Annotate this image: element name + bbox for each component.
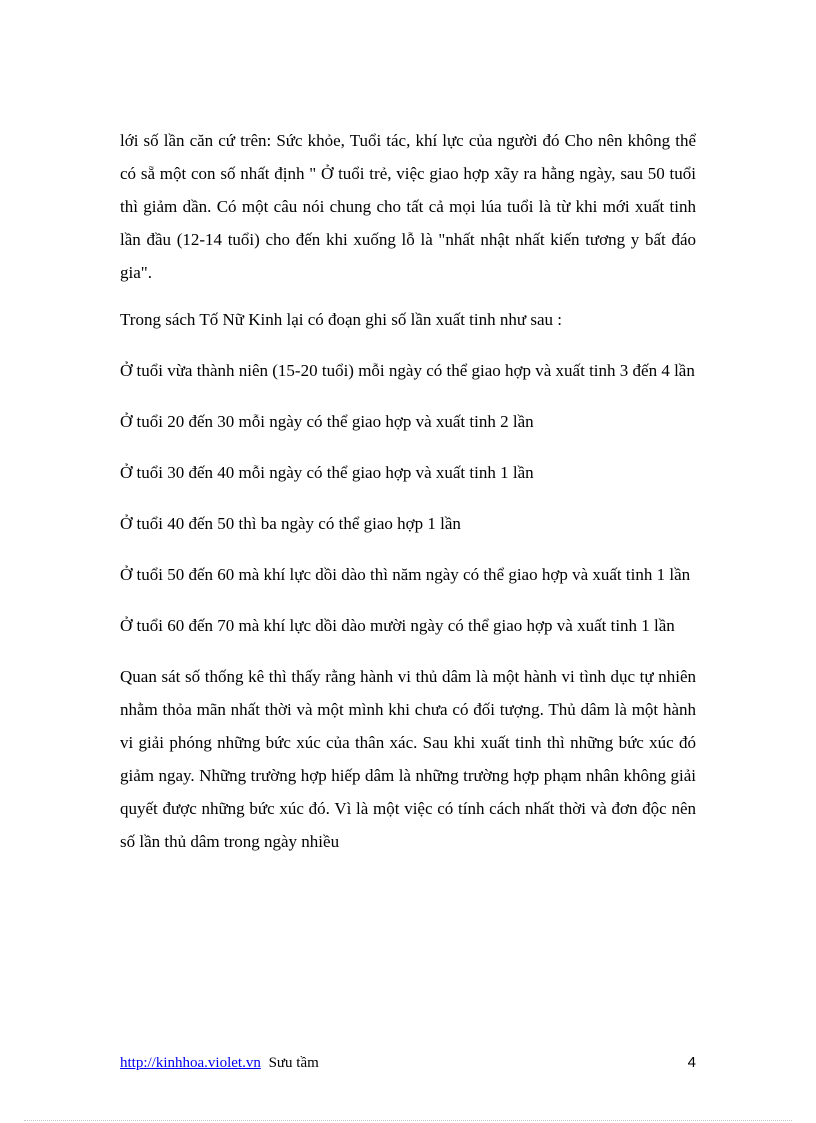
paragraph-8: Ở tuổi 60 đến 70 mà khí lực dồi dào mười ngày có thể giao hợp và xuất tinh 1 lần [120,616,675,635]
paragraph-7: Ở tuổi 50 đến 60 mà khí lực dồi dào thì năm ngày có thể giao hợp và xuất tinh 1 lần [120,565,691,584]
paragraph-5: Ở tuổi 30 đến 40 mỗi ngày có thể giao hợp và xuất tinh 1 lần [120,463,534,482]
paragraph-3: Ở tuổi vừa thành niên (15-20 tuổi) mỗi ngày có thể giao hợp và xuất tinh 3 đến 4 lần [120,361,695,380]
page-number: 4 [687,1054,696,1071]
page-body [120,124,696,876]
footer-credit: Sưu tầm [268,1055,319,1071]
paragraph-9: Quan sát số thống kê thì thấy rằng hành vi thủ dâm là một hành vi tình dục tự nhiên nhằm thỏa mãn nhất thời và một mình khi chưa có đối tượng. Thủ dâm là một hành vi giải phóng những bức xúc của thân xác. Sau khi xuất tinh thì những bức xúc đó giảm ngay. Những trường hợp hiếp dâm là những trường hợp phạm nhân không giải quyết được những bức xúc đó. Vì là một việc có tính cách nhất thời và đơn độc nên số lần thủ dâm trong ngày nhiều [120,667,696,851]
paragraph-4: Ở tuổi 20 đến 30 mỗi ngày có thể giao hợp và xuất tinh 2 lần [120,412,534,431]
source-link[interactable]: http://kinhhoa.violet.vn [120,1055,261,1071]
page-bottom-divider [24,1120,792,1121]
paragraph-6: Ở tuổi 40 đến 50 thì ba ngày có thể giao hợp 1 lần [120,514,461,533]
paragraph-2: Trong sách Tố Nữ Kinh lại có đoạn ghi số lần xuất tinh như sau : [120,310,562,329]
page-footer [120,1052,696,1074]
paragraph-1: lới số lần căn cứ trên: Sức khỏe, Tuổi tác, khí lực của người đó Cho nên không thể có sẵ một con số nhất định " Ở tuổi trẻ, việc giao hợp xãy ra hằng ngày, sau 50 tuổi thì giảm dần. Có một câu nói chung cho tất cả mọi lúa tuổi là từ khi mới xuất tinh lần đầu (12-14 tuổi) cho đến khi xuống lỗ là "nhất nhật nhất kiến tương y bất đáo gia". [120,131,696,282]
